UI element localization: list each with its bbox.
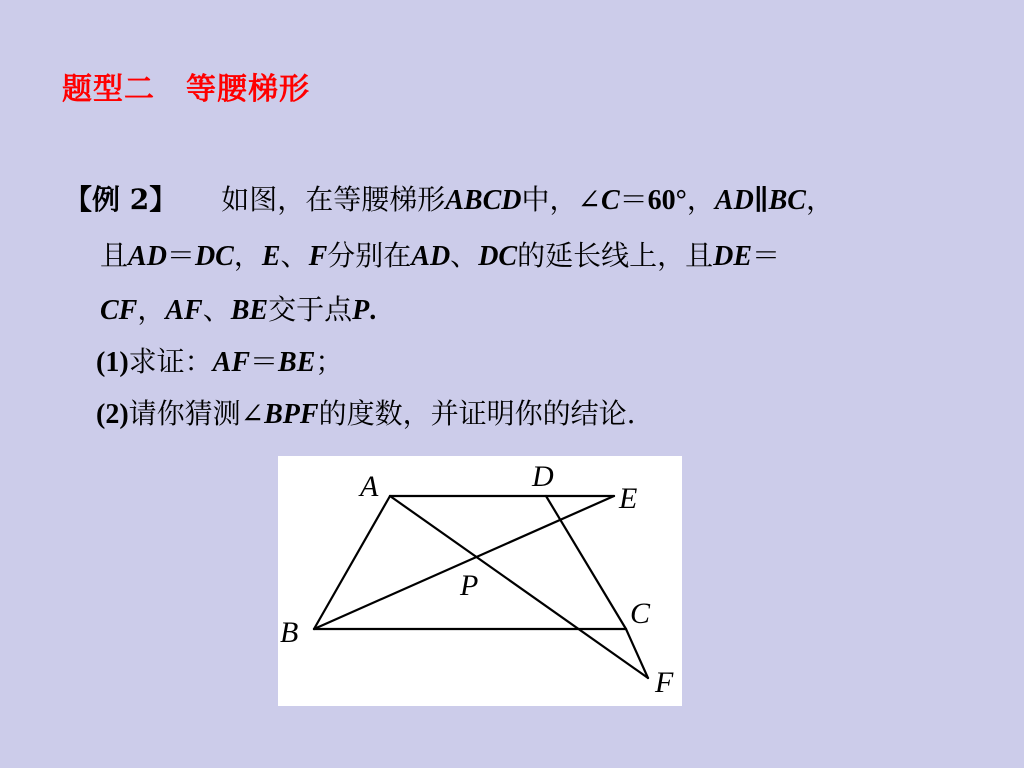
question-2 (96, 394, 636, 435)
problem-line-2 (100, 236, 780, 277)
question-number: (1) (96, 347, 129, 378)
text-segment: 求证： (128, 345, 213, 378)
question-number: (2) (96, 399, 129, 430)
text-segment: 请你猜测∠ (128, 397, 265, 430)
var-segment: BPF (264, 399, 319, 430)
question-1 (96, 342, 343, 383)
text-segment: 分别在 (327, 239, 412, 272)
segment-be (314, 496, 614, 629)
var-segment: E (261, 241, 281, 272)
var-segment: AD (411, 241, 451, 272)
trapezoid-diagram (278, 456, 682, 706)
text-segment: 且 (100, 239, 129, 272)
point-label-a: A (360, 470, 379, 503)
text-segment: 如图，在等腰梯形 (221, 183, 446, 216)
segment-af (390, 496, 648, 678)
point-label-p: P (460, 569, 479, 602)
point-label-e: E (619, 482, 638, 515)
text-segment: 、 (450, 239, 479, 272)
point-label-f: F (655, 666, 674, 699)
var-segment: AF (165, 295, 203, 326)
var-segment: DC (194, 241, 234, 272)
var-segment: AD (128, 241, 167, 272)
text-segment: 交于点 (268, 293, 353, 326)
section-title: 题型二 等腰梯形 (62, 72, 310, 107)
segment-dc (546, 496, 626, 629)
number-segment: 60° (647, 185, 687, 216)
var-segment: DE (713, 241, 753, 272)
var-segment: ABCD (445, 185, 522, 216)
text-segment: 的延长线上，且 (517, 239, 714, 272)
point-label-b: B (280, 616, 299, 649)
var-segment: AD (714, 185, 754, 216)
point-label-c: C (630, 597, 651, 630)
trapezoid-figure (278, 456, 682, 706)
text-segment: ， (233, 239, 262, 272)
text-segment: ＝ (250, 345, 279, 378)
text-segment: ＝ (619, 183, 648, 216)
text-segment: 的度数，并证明你的结论. (318, 397, 636, 430)
text-segment: ， (686, 183, 715, 216)
text-segment: ； (315, 345, 344, 378)
var-segment: AF (212, 347, 251, 378)
var-segment: BC (768, 185, 806, 216)
problem-line-3 (100, 290, 376, 331)
segment-ab (314, 496, 390, 629)
text-segment: ， (137, 293, 166, 326)
problem-line-1 (64, 180, 834, 221)
var-segment: DC (478, 241, 518, 272)
text-segment: . (369, 295, 377, 326)
text-segment: 中，∠ (521, 183, 601, 216)
var-segment: BE (230, 295, 269, 326)
point-label-d: D (532, 460, 554, 493)
var-segment: CF (100, 295, 138, 326)
var-segment: P (352, 295, 370, 326)
text-segment: 、 (280, 239, 309, 272)
var-segment: C (600, 185, 620, 216)
text-segment: 、 (202, 293, 231, 326)
parallel-symbol: ∥ (753, 185, 769, 216)
text-segment: ， (805, 183, 834, 216)
var-segment: BE (278, 347, 316, 378)
text-segment: ＝ (752, 239, 781, 272)
var-segment: F (308, 241, 328, 272)
text-segment: ＝ (166, 239, 195, 272)
example-tag: 【例 2】 (64, 183, 178, 216)
